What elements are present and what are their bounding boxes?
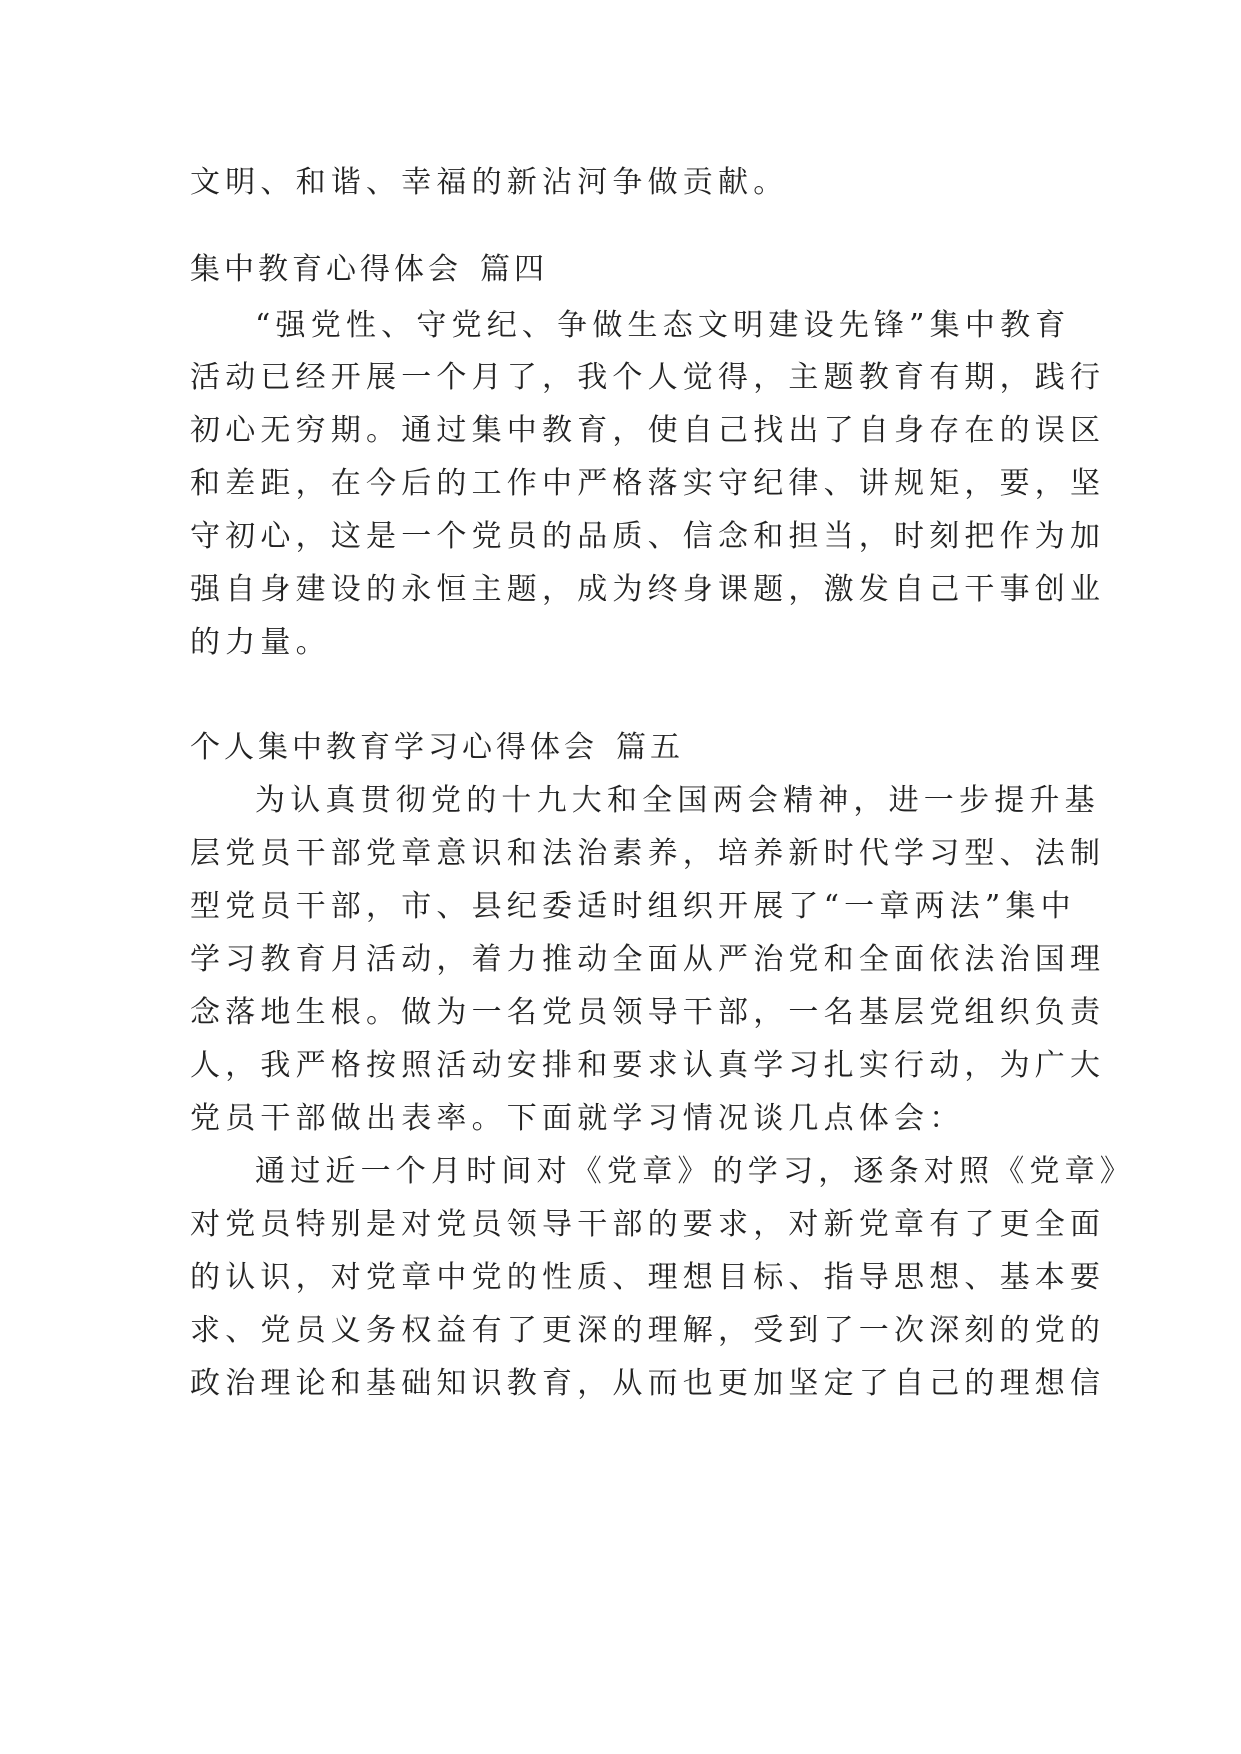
section4-heading-suffix: 篇四 <box>480 252 548 287</box>
section5-p1-line-5: 念落地生根。做为一名党员领导干部，一名基层党组织负责 <box>190 995 1106 1030</box>
section5-p1-line-6: 人，我严格按照活动安排和要求认真学习扎实行动，为广大 <box>190 1048 1106 1083</box>
section5-p2-line-5: 政治理论和基础知识教育，从而也更加坚定了自己的理想信 <box>190 1366 1106 1401</box>
section4-line-6: 强自身建设的永恒主题，成为终身课题，激发自己干事创业 <box>190 572 1106 607</box>
section4-heading <box>190 242 1060 298</box>
section5-p1-line-4: 学习教育月活动，着力推动全面从严治党和全面依法治国理 <box>190 942 1106 977</box>
section5-p1-line-3: 型党员干部，市、县纪委适时组织开展了“一章两法”集中 <box>190 889 1076 924</box>
section4-line-1: “强党性、守党纪、争做生态文明建设先锋”集中教育 <box>255 308 1071 343</box>
section5-p1-line-7: 党员干部做出表率。下面就学习情况谈几点体会： <box>190 1101 965 1136</box>
section5-p1-line-1: 为认真贯彻党的十九大和全国两会精神，进一步提升基 <box>255 783 1100 818</box>
intro-line-1: 文明、和谐、幸福的新沾河争做贡献。 <box>190 165 789 200</box>
section5-heading-title: 个人集中教育学习心得体会 <box>190 730 598 765</box>
section4-line-4: 和差距，在今后的工作中严格落实守纪律、讲规矩，要，坚 <box>190 466 1106 501</box>
section5-heading-suffix: 篇五 <box>616 730 684 765</box>
section4-line-5: 守初心，这是一个党员的品质、信念和担当，时刻把作为加 <box>190 519 1106 554</box>
section5-p2-line-2: 对党员特别是对党员领导干部的要求，对新党章有了更全面 <box>190 1207 1106 1242</box>
section4-line-3: 初心无穷期。通过集中教育，使自己找出了自身存在的误区 <box>190 413 1106 448</box>
section5-heading <box>190 720 1060 776</box>
section4-line-7: 的力量。 <box>190 625 331 660</box>
section4-heading-title: 集中教育心得体会 <box>190 252 462 287</box>
section5-p2-line-1: 通过近一个月时间对《党章》的学习，逐条对照《党章》 <box>255 1154 1135 1189</box>
section5-p2-line-3: 的认识，对党章中党的性质、理想目标、指导思想、基本要 <box>190 1260 1106 1295</box>
section5-p2-line-4: 求、党员义务权益有了更深的理解，受到了一次深刻的党的 <box>190 1313 1106 1348</box>
section5-p1-line-2: 层党员干部党章意识和法治素养，培养新时代学习型、法制 <box>190 836 1106 871</box>
section4-line-2: 活动已经开展一个月了，我个人觉得，主题教育有期，践行 <box>190 360 1106 395</box>
